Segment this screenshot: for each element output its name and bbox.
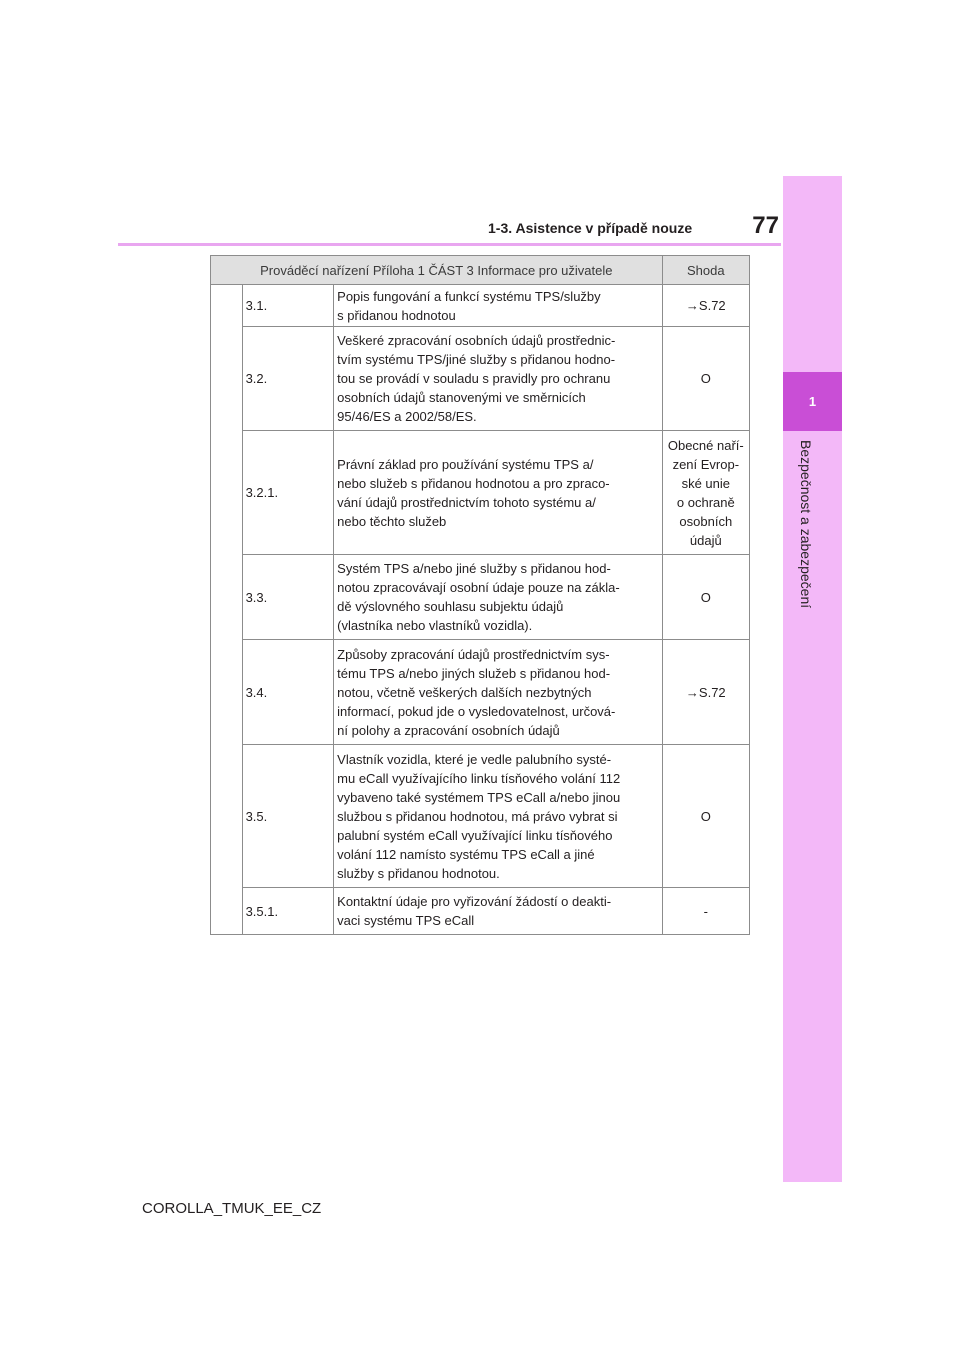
row-description-cell [334,285,662,327]
chapter-label: Bezpečnost a zabezpečení [798,440,814,609]
description-line: dě výslovného souhlasu subjektu údajů [337,599,564,614]
row-description-cell [334,555,662,640]
description-line: 95/46/ES a 2002/58/ES. [337,409,477,424]
compliance-line: →S.72 [685,684,726,700]
row-compliance-cell [662,431,749,555]
row-compliance-cell [662,285,749,327]
description-line: volání 112 namísto systému TPS eCall a jiné [337,846,595,862]
row-description-cell [334,431,662,555]
table-row [211,327,750,431]
table-row [211,555,750,640]
table-row [211,285,750,327]
regulation-header: Prováděcí nařízení Příloha 1 ČÁST 3 Informace pro uživatele [211,256,663,285]
description-line: ní polohy a zpracování osobních údajů [337,722,560,738]
row-compliance-cell [662,888,749,935]
description-line: službou s přidanou hodnotou, má právo vybrat si [337,808,618,824]
table-header-row [211,256,750,285]
section-title: 1-3. Asistence v případě nouze [488,220,693,236]
description-line: nebo služeb s přidanou hodnotou a pro zpraco- [337,475,610,491]
row-number-cell: 3.1. [242,285,334,327]
description-line: Způsoby zpracování údajů prostřednictvím sys- [337,646,610,662]
row-compliance-cell [662,640,749,745]
row-number-cell: 3.5. [242,745,334,888]
description-line: nebo těchto služeb [337,513,447,529]
compliance-line: ské unie [681,475,731,491]
row-number-cell: 3.5.1. [242,888,334,935]
table-row [211,640,750,745]
description-line: tvím systému TPS/jiné služby s přidanou hodno- [337,352,616,367]
row-number-cell: 3.4. [242,640,334,745]
row-description-cell [334,745,662,888]
description-line: tému TPS a/nebo jiných služeb s přidanou hod- [337,665,611,681]
description-line: Kontaktní údaje pro vyřizování žádostí o deakti- [337,894,612,909]
description-line: vybaveno také systémem TPS eCall a/nebo jinou [337,789,621,805]
table-body [211,285,750,935]
description-line: služby s přidanou hodnotou. [337,865,500,881]
row-number-cell: 3.2. [242,327,334,431]
compliance-line: údajů [689,532,722,548]
row-description-cell [334,888,662,935]
row-description-cell [334,640,662,745]
description-line: s přidanou hodnotou [337,307,456,323]
compliance-table [210,255,750,935]
description-line: notou zpracovávají osobní údaje pouze na zákla- [337,580,620,595]
compliance-line: - [703,903,708,919]
description-line: Popis fungování a funkcí systému TPS/služby [337,288,601,304]
description-line: vání údajů prostřednictvím tohoto systému a/ [337,494,596,510]
document-code: COROLLA_TMUK_EE_CZ [142,1200,322,1217]
compliance-line: →S.72 [685,298,726,313]
row-compliance-cell [662,555,749,640]
row-compliance-cell [662,745,749,888]
compliance-line: O [700,371,711,386]
page-number: 77 [752,212,779,239]
description-line: notou, včetně veškerých dalších nezbytných [337,684,592,700]
description-line: Vlastník vozidla, které je vedle palubního systé- [337,751,612,767]
compliance-line: zení Evrop- [672,456,740,472]
description-line: tou se provádí v souladu s pravidly pro ochranu [337,371,611,386]
compliance-line: Obecné naří- [667,437,744,453]
description-line: osobních údajů stanovenými ve směrnicích [337,390,586,405]
compliance-line: o ochraně [676,494,735,510]
compliance-header: Shoda [662,256,749,285]
row-description-cell [334,327,662,431]
description-line: informací, pokud jde o vysledovatelnost, určová- [337,703,616,719]
description-line: Systém TPS a/nebo jiné služby s přidanou hod- [337,561,611,576]
description-line: palubní systém eCall využívající linku tísňového [337,827,613,843]
description-line: (vlastníka nebo vlastníků vozidla). [337,618,533,633]
description-line: Veškeré zpracování osobních údajů prostřednic- [337,333,616,348]
blank-indent-cell [211,285,243,935]
compliance-line: osobních [679,513,733,529]
description-line: Právní základ pro používání systému TPS a/ [337,456,594,472]
row-number-cell: 3.3. [242,555,334,640]
description-line: mu eCall využívajícího linku tísňového volání 112 [337,770,621,786]
table-row [211,745,750,888]
table-row [211,431,750,555]
row-compliance-cell [662,327,749,431]
compliance-line: O [700,808,711,824]
description-line: vaci systému TPS eCall [337,913,475,928]
row-number-cell: 3.2.1. [242,431,334,555]
table-row [211,888,750,935]
compliance-line: O [700,589,711,605]
chapter-number-badge: 1 [783,372,842,431]
header-rule [118,243,781,246]
